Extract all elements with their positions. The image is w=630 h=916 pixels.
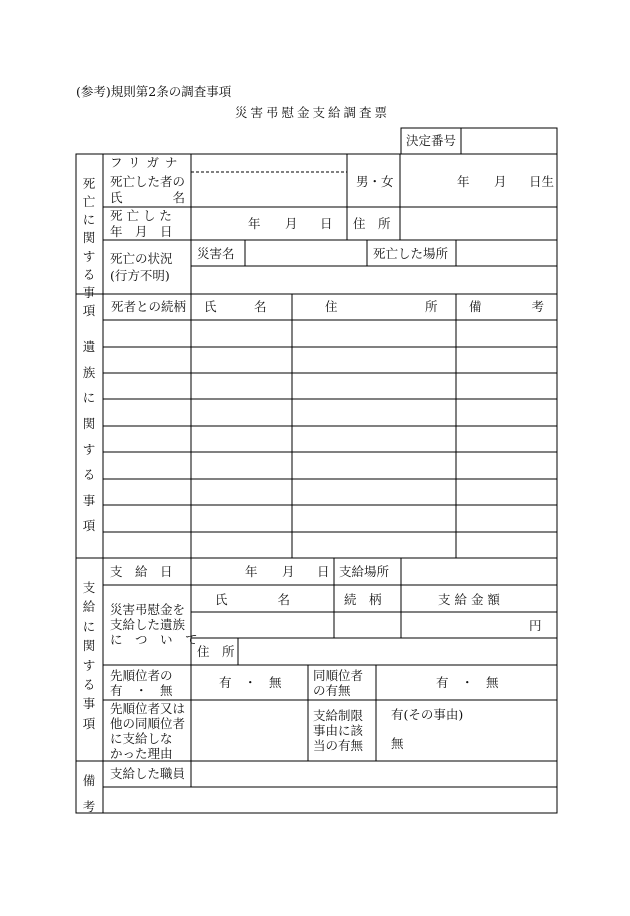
reason-label-line2: 他の同順位者 [110, 716, 186, 731]
pay-amount-header: 支 給 金 額 [438, 592, 500, 607]
deceased-name-field[interactable] [192, 173, 346, 206]
death-month-unit: 月 [285, 216, 298, 231]
reason-label-line4: かった理由 [110, 746, 173, 761]
column-remarks: 備 考 [469, 299, 545, 314]
reference-note: (参考)規則第2条の調査事項 [76, 84, 232, 99]
recipient-name-header: 氏 名 [215, 592, 291, 607]
priority-label-line2: 有 ・ 無 [110, 683, 173, 698]
furigana-field[interactable] [192, 155, 346, 171]
disaster-name-label: 災害名 [197, 246, 235, 261]
recipient-relation-header: 続 柄 [344, 592, 382, 607]
pay-place-field[interactable] [402, 559, 556, 584]
recipient-label-line2: 支給した遺族 [110, 617, 186, 632]
recipient-address-field[interactable] [239, 639, 556, 664]
birth-year-unit: 年 [457, 174, 470, 189]
death-date-label-line2: 年 月 日 [110, 224, 173, 239]
birth-month-unit: 月 [494, 174, 507, 189]
death-status-detail-field[interactable] [192, 267, 556, 293]
family-section-label: 遺族に関する事項 [82, 339, 96, 534]
pay-place-label: 支給場所 [339, 564, 390, 579]
form-title: 災害弔慰金支給調査票 [235, 105, 391, 120]
reason-label-line3: に支給しな [110, 731, 173, 746]
reason-field[interactable] [192, 701, 307, 760]
death-status-label-line1: 死亡の状況 [110, 251, 173, 266]
pay-day-unit: 日 [317, 564, 330, 579]
gender-selector[interactable]: 男・女 [356, 174, 394, 189]
family-table-body[interactable] [104, 321, 556, 557]
pay-year-unit: 年 [245, 564, 258, 579]
restriction-label-line1: 支給制限 [313, 708, 364, 723]
decision-number-field[interactable] [462, 129, 556, 153]
decision-number-label: 決定番号 [406, 133, 457, 148]
restriction-label-line3: 当の有無 [313, 738, 364, 753]
deceased-section-label: 死亡に関する事項 [82, 176, 96, 318]
column-address: 住 所 [325, 299, 438, 314]
remarks-section-label: 備考 [82, 773, 96, 815]
death-year-unit: 年 [248, 216, 261, 231]
yen-unit: 円 [529, 618, 542, 633]
remarks-field[interactable] [104, 788, 556, 812]
recipient-label-line1: 災害弔慰金を [110, 602, 186, 617]
recipient-address-label: 住 所 [197, 644, 235, 659]
restriction-yes-option[interactable]: 有(その事由) [391, 707, 464, 722]
same-rank-label-line2: の有無 [313, 683, 351, 698]
death-day-unit: 日 [320, 216, 333, 231]
death-place-label: 死亡した場所 [373, 246, 449, 261]
deceased-address-field[interactable] [401, 208, 556, 239]
priority-label-line1: 先順位者の [110, 668, 173, 683]
column-name: 氏 名 [204, 299, 267, 314]
furigana-label: フリガナ [110, 155, 184, 170]
death-date-label-line1: 死 亡 し た [110, 208, 172, 223]
restriction-label-line2: 事由に該 [313, 723, 364, 738]
same-rank-label-line1: 同順位者 [313, 668, 364, 683]
death-status-label-line2: (行方不明) [110, 268, 170, 283]
pay-month-unit: 月 [282, 564, 295, 579]
payment-section-label: 支給に関する事項 [82, 580, 96, 731]
restriction-no-option[interactable]: 無 [391, 736, 404, 751]
disaster-name-field[interactable] [246, 241, 366, 265]
staff-field[interactable] [192, 762, 556, 786]
priority-selector[interactable]: 有 ・ 無 [219, 675, 282, 690]
pay-date-label: 支 給 日 [110, 564, 173, 579]
recipient-name-field[interactable] [192, 613, 333, 637]
deceased-name-label-line1: 死亡した者の [110, 174, 186, 189]
pay-amount-field[interactable] [402, 613, 527, 637]
same-rank-selector[interactable]: 有 ・ 無 [436, 675, 499, 690]
staff-label: 支給した職員 [110, 766, 186, 781]
birth-day-unit: 日生 [529, 174, 555, 189]
recipient-relation-field[interactable] [335, 613, 400, 637]
column-relation: 死者との続柄 [111, 299, 187, 314]
death-place-field[interactable] [457, 241, 556, 265]
deceased-address-label: 住 所 [353, 216, 391, 231]
recipient-label-line3: に つ い て [110, 632, 198, 647]
deceased-name-label-line2: 氏 名 [110, 190, 186, 205]
reason-label-line1: 先順位者又は [110, 701, 186, 716]
